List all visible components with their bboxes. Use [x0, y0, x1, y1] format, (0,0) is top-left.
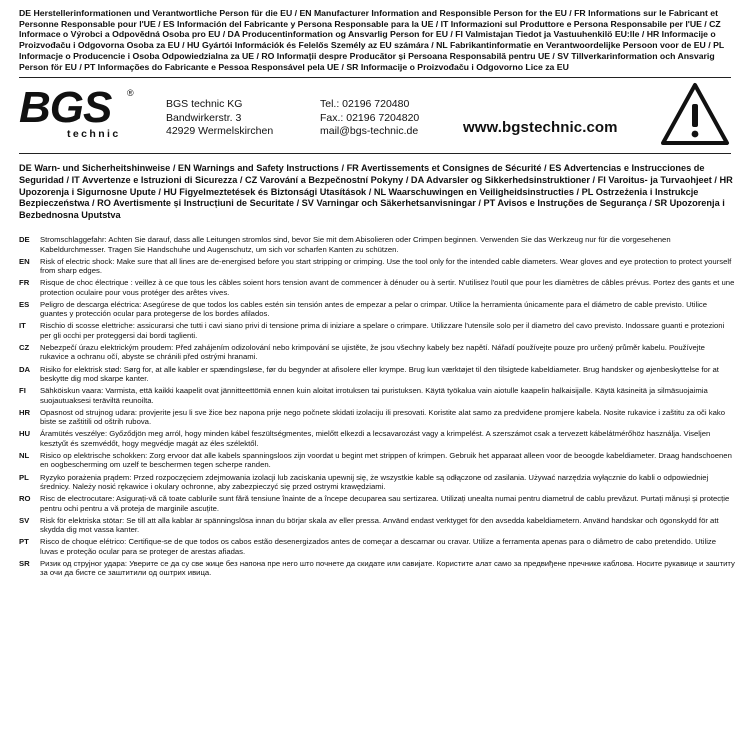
warning-item	[19, 235, 735, 254]
warning-item	[19, 537, 735, 556]
warning-triangle-icon	[660, 82, 730, 146]
warning-item	[19, 300, 735, 319]
warning-text: Nebezpečí úrazu elektrickým proudem: Před zahájením odizolování nebo krimpování se ujistěte, že jsou všechny kabely bez napětí. Nářadí používejte pouze pro určený průměr kabelu. Používejte rukavice a ochranu očí, abyste se chránili před ostrými hranami.	[40, 342, 705, 362]
warning-item	[19, 257, 735, 276]
warning-lang-code: CZ	[19, 342, 30, 352]
warning-item	[19, 494, 735, 513]
warning-item	[19, 473, 735, 492]
warning-lang-code: HR	[19, 407, 31, 417]
warning-text: Ryzyko porażenia prądem: Przed rozpoczęciem zdejmowania izolacji lub zaciskania upewnij się, że wszystkie kable są odłączone od zasilania. Używać narzędzia wyłącznie do kabli o odpowiedniej średnicy. Należy nosić rękawice i okulary ochronne, aby zabezpieczyć się przed ostrymi krawędziami.	[40, 472, 709, 492]
warning-text: Risque de choc électrique : veillez à ce que tous les câbles soient hors tension avant de commencer à dénuder ou à sertir. N'utilisez l'outil que pour les diamètres de câbles prévus. Portez des gants et une protection oculaire pour vous protéger des arêtes vives.	[40, 278, 735, 297]
logo-main-text: BGS	[19, 84, 112, 132]
company-street: Bandwirkerstr. 3	[166, 111, 242, 124]
warning-text: Risk för elektriska stötar: Se till att alla kablar är spänningslösa innan du börjar skala av eller pressa. Använd endast verktyget för den avsedda kabeldiametern. Använd handskar och ögonskydd för att skydda dig mot vassa kanter.	[40, 515, 719, 535]
logo-sub-text: technic	[67, 128, 121, 140]
warning-item	[19, 343, 735, 362]
warning-lang-code: SV	[19, 515, 30, 525]
warning-lang-code: RO	[19, 494, 31, 504]
warning-text: Stromschlaggefahr: Achten Sie darauf, dass alle Leitungen stromlos sind, bevor Sie mit dem Abisolieren oder Crimpen beginnen. Verwenden Sie das Werkzeug nur für die vorgesehenen Kabeldurchmesser. Tragen Sie Handschuhe und Augenschutz, um sich vor scharfen Kanten zu schützen.	[40, 235, 671, 254]
warning-text: Risiko for elektrisk stød: Sørg for, at alle kabler er spændingsløse, før du begynder at afisolere eller krympe. Brug kun værktøjet til den tilsigtede kabeldiameter. Brug handsker og øjenbeskyttelse for at beskytte dig mod skarpe kanter.	[40, 364, 719, 384]
company-contact	[320, 98, 419, 139]
warning-text: Sähköiskun vaara: Varmista, että kaikki kaapelit ovat jännitteettömiä ennen kuin aloitat irrotuksen tai puristuksen. Käytä työkalua vain aiotulle kaapelin halkaisijalle. Käytä käsineitä ja silmäsuojaimia suojautuaksesi teräviltä reunoilta.	[40, 386, 708, 405]
warnings-list	[19, 235, 735, 581]
warning-text: Rischio di scosse elettriche: assicurarsi che tutti i cavi siano privi di tensione prima di iniziare a spelare o crimpare. Utilizzare l'utensile solo per il diametro del cavo previsto. Indossare guanti e protezioni per gli occhi per proteggersi dai bordi taglienti.	[40, 321, 725, 340]
warning-text: Áramütés veszélye: Győződjön meg arról, hogy minden kábel feszültségmentes, mielőtt elkezdi a lecsavarozást vagy a krimpelést. A szerszámot csak a tervezett kábelátmérőhöz használja. Viseljen kesztyűt és szemvédőt, hogy megvédje magát az éles szélektől.	[40, 429, 711, 448]
warning-lang-code: SR	[19, 558, 30, 568]
warning-item	[19, 365, 735, 384]
warning-text: Risico op elektrische schokken: Zorg ervoor dat alle kabels spanningsloos zijn voordat u begint met strippen of krimpen. Gebruik het apparaat alleen voor de beoogde kabeldiameter. Draag handschoenen en oogbescherming om uzelf te beschermen tegen scherpe randen.	[40, 450, 732, 470]
contact-mail: mail@bgs-technic.de	[320, 125, 419, 137]
warning-lang-code: IT	[19, 321, 26, 331]
warning-lang-code: DE	[19, 235, 30, 244]
warning-item	[19, 516, 735, 535]
logo-registered-mark: ®	[127, 88, 134, 98]
divider-middle	[19, 153, 731, 154]
company-city: 42929 Wermelskirchen	[166, 125, 274, 137]
warning-lang-code: FI	[19, 386, 26, 396]
warning-text: Risco de choque elétrico: Certifique-se de que todos os cabos estão desenergizados antes de começar a descarnar ou cravar. Utilize a ferramenta apenas para o diâmetro de cabo pretendido. Utilize luvas e proteção ocular para se proteger de arestas afiadas.	[40, 537, 717, 556]
company-address	[166, 98, 273, 139]
warning-lang-code: PL	[19, 472, 29, 482]
warning-lang-code: HU	[19, 429, 31, 439]
divider-top	[19, 77, 731, 78]
warning-text: Opasnost od strujnog udara: provjerite jesu li sve žice bez napona prije nego počnete skidati izolaciju ili presovati. Koristite alat samo za predviđene promjere kabela. Nosite rukavice i zaštitu za oči kako biste se zaštitili od oštrih rubova.	[40, 407, 725, 427]
warning-text: Ризик од струјног удара: Уверите се да су све жице без напона пре него што почнете да скидате или савијате. Користите алат само за предвиђене пречнике каблова. Носите рукавице и заштиту за очи да бисте се заштитили од оштрих ивица.	[40, 558, 735, 578]
warning-lang-code: FR	[19, 278, 30, 288]
warnings-heading: DE Warn- und Sicherheitshinweise / EN Warnings and Safety Instructions / FR Avertissements et Consignes de Sécurité / ES Advertencias e Instrucciones de Seguridad / IT Avvertenze e Istruzioni di Sicurezza / CZ Varování a Bezpečnostní Pokyny / DA Advarsler og Sikkerhedsinstruktioner / FI Varoitus- ja Turvaohjeet / HR Upozorenja i Sigurnosne Upute / HU Figyelmeztetések és Biztonsági Utasítások / NL Waarschuwingen en Veiligheidsinstructies / PL Ostrzeżenia i Instrukcje Bezpieczeństwa / RO Avertismente și Instrucțiuni de Securitate / SV Varningar och Säkerhetsanvisningar / PT Avisos e Instruções de Segurança / SR Upozorenja i Bezbednosna Uputstva	[19, 163, 733, 221]
warning-lang-code: PT	[19, 537, 29, 547]
warning-lang-code: DA	[19, 364, 31, 374]
warning-text: Risc de electrocutare: Asigurați-vă că toate cablurile sunt fără tensiune înainte de a începe decuparea sau sertizarea. Utilizați unealta numai pentru diametrul de cablu prevăzut. Purtați mănuși și protecție pentru ochi pentru a vă proteja de marginile ascuțite.	[40, 494, 730, 513]
warning-lang-code: EN	[19, 256, 30, 266]
warning-item	[19, 321, 735, 340]
company-name: BGS technic KG	[166, 98, 243, 110]
eu-info-header: DE Herstellerinformationen und Verantwortliche Person für die EU / EN Manufacturer Information and Responsible Person for the EU / FR Informations sur le Fabricant et Personne Responsable pour l'UE / ES Información del Fabricante y Persona Responsable para la UE / IT Informazioni sul Produttore e Persona Responsabile per l'UE / CZ Informace o Výrobci a Odpovědná Osoba pro EU / DA Producentinformation og Ansvarlig Person for EU / FI Valmistajan Tiedot ja Vastuuhenkilö EU:lle / HR Informacije o Proizvođaču i Odgovorna Osoba za EU / HU Gyártói Információk és Felelős Személy az EU számára / NL Fabrikantinformatie en Verantwoordelijke Persoon voor de EU / PL Informacje o Producencie i Osoba Odpowiedzialna za UE / RO Informații despre Producător și Persoana Responsabilă pentru UE / SV Tillverkarinformation och Ansvarig Person för EU / PT Informações do Fabricante e Pessoa Responsável pela UE / SR Informacije o Proizvođaču i Odgovorno Lice za EU	[19, 8, 725, 72]
warning-lang-code: ES	[19, 299, 30, 309]
website-url: www.bgstechnic.com	[463, 119, 618, 136]
warning-text: Peligro de descarga eléctrica: Asegúrese de que todos los cables estén sin tensión antes de empezar a pelar o crimpar. Utilice la herramienta únicamente para el diámetro de cable previsto. Utilice guantes y protección ocular para protegerse de los bordes afilados.	[40, 299, 708, 319]
warning-item	[19, 408, 735, 427]
warning-item	[19, 559, 735, 578]
warning-item	[19, 386, 735, 405]
contact-tel: Tel.: 02196 720480	[320, 98, 410, 110]
contact-fax: Fax.: 02196 7204820	[320, 111, 420, 124]
warning-item	[19, 278, 735, 297]
warning-item	[19, 429, 735, 448]
warning-lang-code: NL	[19, 450, 30, 460]
bgs-logo	[19, 84, 137, 140]
warning-text: Risk of electric shock: Make sure that all lines are de-energised before you start stripping or crimping. Use the tool only for the intended cable diameters. Wear gloves and eye protection to protect yourself from sharp edges.	[40, 256, 732, 276]
warning-item	[19, 451, 735, 470]
